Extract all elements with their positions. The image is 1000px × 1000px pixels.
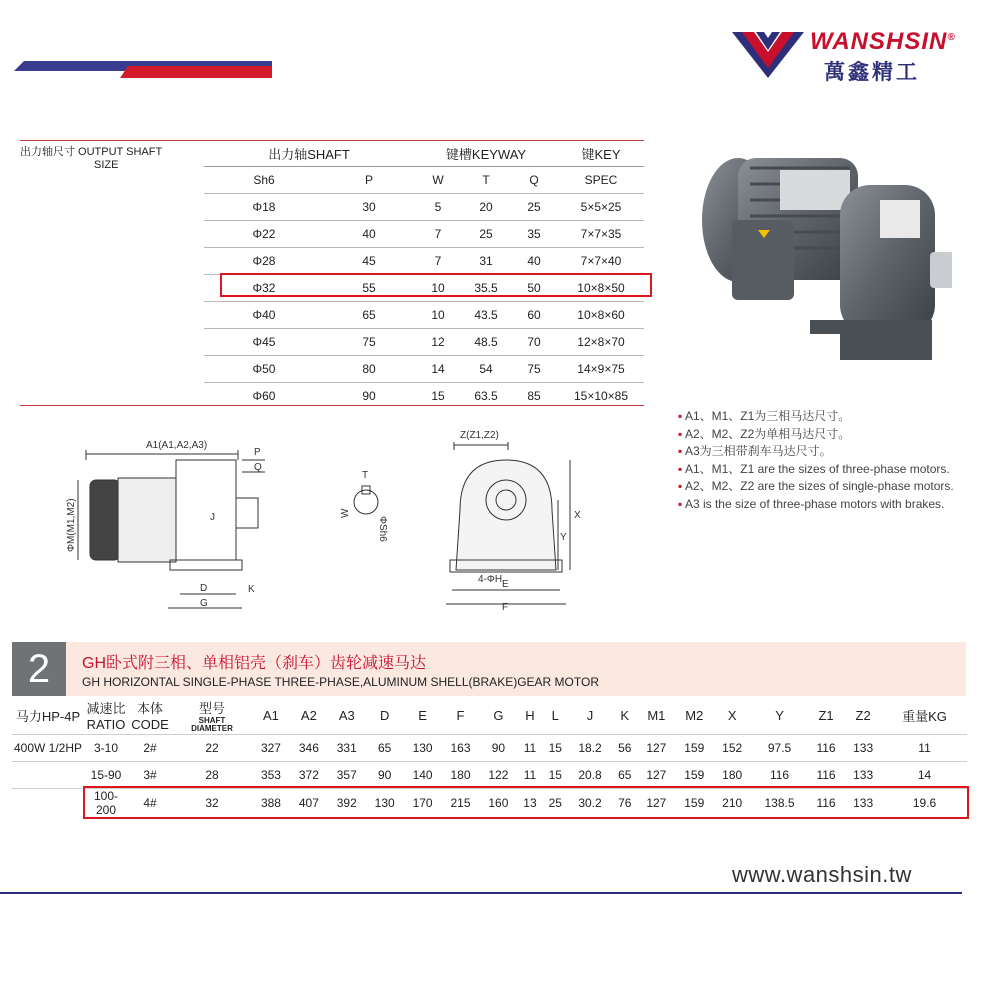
motor-cell-dim: 133 [853,741,874,755]
motor-cell-ratio: 100-200 [93,789,119,817]
motor-cell-dim: 11 [523,741,537,755]
highlight-frame-100-200 [83,786,969,819]
motor-cell-dim: 116 [816,741,836,755]
motor-cell-dim: 130 [374,796,395,810]
svg-text:F: F [502,602,509,613]
shaft-cell: 12×8×70 [577,335,625,349]
shaft-cell: Φ18 [252,200,276,214]
head-ratio: 减速比 RATIO [86,701,126,732]
group-keyway: 键槽KEYWAY [445,146,527,162]
shaft-cell: 75 [527,362,541,376]
motor-cell-dim: 331 [336,741,357,755]
motor-cell-dim: 392 [336,796,357,810]
shaft-cell: 80 [362,362,376,376]
shaft-cell: 10 [431,308,445,322]
motor-cell-dim: 127 [646,796,667,810]
label-a: A1(A1,A2,A3) [146,440,208,451]
col-t: T [462,167,510,194]
motor-cell-dim: 76 [618,796,632,810]
website-url: www.wanshsin.tw [732,862,912,887]
shaft-row [204,356,644,383]
motor-cell-dim: 180 [722,768,743,782]
shaft-cell: Φ60 [252,389,276,403]
motor-cell-dim: 127 [646,741,667,755]
svg-text:P: P [254,447,261,458]
motor-row [12,762,967,789]
svg-text:J: J [210,512,215,523]
shaft-row [204,302,644,329]
note-1: ▪ A1、M1、Z1为三相马达尺寸。 [678,408,954,426]
section-title-en: GH HORIZONTAL SINGLE-PHASE THREE-PHASE,ALUMINUM SHELL(BRAKE)GEAR MOTOR [82,675,599,689]
motor-cell-code: 3# [143,768,157,782]
brand-name: WANSHSIN® [810,28,956,55]
motor-cell-dim: 65 [377,741,392,755]
head-hp: 马力HP-4P [15,708,81,724]
shaft-cell: 63.5 [474,389,498,403]
shaft-cell: 40 [527,254,541,268]
motor-cell-weight: 19.6 [912,796,937,810]
motor-cell-dim: 97.5 [767,741,792,755]
shaft-cell: 30 [362,200,376,214]
shaft-row [204,221,644,248]
head-dim: M1 [647,707,666,723]
motor-cell-dim: 152 [722,741,743,755]
motor-cell-dim: 163 [450,741,471,755]
motor-cell-dim: 11 [523,768,537,782]
head-dim: K [620,707,630,723]
shaft-row [204,329,644,356]
motor-cell-dim: 140 [412,768,433,782]
shaft-cell: Φ50 [252,362,276,376]
motor-cell-dim: 346 [298,741,319,755]
shaft-cell: 50 [527,281,541,295]
motor-cell-shaft: 22 [205,741,219,755]
dimension-drawings [50,420,650,620]
highlight-frame-phi32 [220,273,652,297]
shaft-cell: 14×9×75 [577,362,625,376]
shaft-cell: 45 [362,254,376,268]
col-q: Q [510,167,558,194]
motor-cell-dim: 20.8 [578,768,602,782]
motor-cell-dim: 56 [618,741,632,755]
footer-rule [0,892,962,894]
motor-cell-dim: 160 [488,796,509,810]
shaft-cell: 40 [362,227,376,241]
motor-cell-dim: 180 [450,768,471,782]
shaft-cell: 7 [434,254,442,268]
shaft-cell: Φ45 [252,335,276,349]
head-dim: M2 [685,707,704,723]
motor-cell-dim: 170 [412,796,433,810]
head-dim: H [525,707,535,723]
svg-text:Q: Q [254,462,262,473]
note-2: ▪ A2、M2、Z2为单相马达尺寸。 [678,426,954,444]
key-section-drawing [340,470,388,542]
group-key: 键KEY [581,146,621,162]
shaft-cell: 5×5×25 [580,200,622,214]
motor-cell-hp [12,762,84,789]
svg-text:D: D [200,583,208,594]
motor-cell-dim: 159 [684,796,705,810]
col-spec: SPEC [558,167,644,194]
svg-text:Z(Z1,Z2): Z(Z1,Z2) [460,430,499,441]
header-stripe-red [120,66,272,78]
shaft-cell: 12 [431,335,445,349]
head-dim: G [493,707,504,723]
head-dim: X [727,707,737,723]
motor-cell-dim: 133 [853,768,874,782]
shaft-cell: 90 [362,389,376,403]
motor-cell-shaft: 32 [205,796,219,810]
motor-cell-dim: 116 [816,768,836,782]
front-view-drawing [446,430,581,613]
shaft-cell: 35 [527,227,541,241]
shaft-cell: 43.5 [474,308,498,322]
head-dim: Y [775,707,784,723]
motor-cell-dim: 127 [646,768,667,782]
motor-cell-dim: 18.2 [578,741,602,755]
head-code: 本体 CODE [131,701,169,732]
head-dim: D [379,707,390,723]
shaft-cell: 35.5 [474,281,498,295]
col-p: P [324,167,414,194]
shaft-cell: 10×8×60 [577,308,625,322]
motor-cell-dim: 90 [491,741,506,755]
head-model: 型号 SHAFT DIAMETER [191,700,233,733]
motor-cell-dim: 133 [853,796,874,810]
note-5: ▪ A2、M2、Z2 are the sizes of single-phase motors. [678,478,954,496]
shaft-row [204,194,644,221]
motor-cell-dim: 25 [548,796,562,810]
motor-cell-code: 4# [143,796,157,810]
note-6: ▪ A3 is the size of three-phase motors with brakes. [678,496,954,514]
shaft-cell: 10 [431,281,445,295]
shaft-row [204,248,644,275]
note-3: ▪ A3为三相带刹车马达尺寸。 [678,443,954,461]
shaft-cell: Φ22 [252,227,276,241]
motor-cell-dim: 372 [298,768,319,782]
shaft-cell: 15 [431,389,445,403]
motor-notes [678,408,954,513]
motor-cell-dim: 353 [260,768,281,782]
motor-cell-dim: 388 [260,796,281,810]
col-w: W [414,167,462,194]
motor-cell-weight: 11 [918,741,931,755]
shaft-cell: 75 [362,335,376,349]
motor-cell-dim: 122 [488,768,509,782]
shaft-cell: 85 [527,389,541,403]
svg-text:G: G [200,598,208,609]
shaft-cell: 7×7×35 [580,227,622,241]
wanshsin-logo-icon [730,28,806,80]
shaft-cell: 7×7×40 [580,254,622,268]
motor-cell-dim: 30.2 [578,796,602,810]
svg-text:E: E [502,579,509,590]
motor-cell-dim: 13 [523,796,537,810]
shaft-cell: 54 [479,362,493,376]
head-dim: L [551,707,559,723]
motor-cell-ratio: 3-10 [93,741,119,755]
svg-text:4-ΦH: 4-ΦH [478,574,503,585]
shaft-cell: 55 [362,281,376,295]
motor-cell-shaft: 28 [205,768,219,782]
group-shaft: 出力轴SHAFT [268,146,350,162]
motor-row [12,735,967,762]
shaft-cell: Φ40 [252,308,276,322]
motor-cell-dim: 210 [722,796,743,810]
note-4: ▪ A1、M1、Z1 are the sizes of three-phase motors. [678,461,954,479]
motor-cell-dim: 116 [816,796,836,810]
col-sh6: Sh6 [204,167,324,194]
motor-cell-dim: 138.5 [764,796,795,810]
motor-cell-dim: 65 [618,768,632,782]
shaft-cell: 65 [362,308,376,322]
motor-cell-ratio: 15-90 [90,768,122,782]
shaft-table-bottom-rule [20,405,644,406]
head-dim: A3 [338,707,355,723]
side-view-drawing [66,440,265,609]
svg-text:Y: Y [560,532,567,543]
motor-cell-dim: 130 [412,741,433,755]
svg-text:T: T [362,470,369,481]
head-dim: A2 [300,707,317,723]
head-dim: A1 [263,707,279,723]
head-dim: Z2 [855,707,871,723]
motor-cell-hp: 400W 1/2HP [13,741,83,755]
motor-cell-dim: 90 [377,768,392,782]
shaft-cell: 25 [479,227,493,241]
svg-text:ΦSh6: ΦSh6 [377,516,388,542]
svg-text:ΦM(M1,M2): ΦM(M1,M2) [66,498,77,552]
shaft-cell: 60 [527,308,541,322]
shaft-cell: 70 [527,335,541,349]
shaft-cell: 31 [479,254,493,268]
shaft-cell: 10×8×50 [577,281,625,295]
shaft-cell: 48.5 [474,335,498,349]
svg-text:X: X [574,510,581,521]
motor-cell-dim: 327 [260,741,281,755]
head-dim: Z1 [818,707,834,723]
motor-cell-hp [12,789,84,818]
motor-cell-dim: 215 [450,796,471,810]
head-dim: F [456,707,465,723]
motor-cell-dim: 159 [684,741,705,755]
brand-name-zh: 萬鑫精工 [824,61,920,84]
svg-text:W: W [340,508,351,518]
svg-text:K: K [248,584,255,595]
motor-cell-code: 2# [143,741,157,755]
head-dim: J [586,707,594,723]
shaft-cell: 25 [527,200,541,214]
shaft-cell: 7 [434,227,442,241]
shaft-cell: 15×10×85 [573,389,629,403]
motor-cell-dim: 159 [684,768,705,782]
shaft-cell: 20 [479,200,493,214]
motor-cell-weight: 14 [917,768,932,782]
head-weight: 重量KG [902,708,947,724]
motor-cell-dim: 15 [548,741,562,755]
shaft-caption: 出力轴尺寸 OUTPUT SHAFT SIZE [20,146,163,171]
head-dim: E [418,707,427,723]
shaft-cell: 5 [434,200,442,214]
shaft-cell: Φ32 [252,281,276,295]
motor-cell-dim: 15 [548,768,562,782]
shaft-cell: 14 [431,362,445,376]
motor-cell-dim: 407 [298,796,319,810]
shaft-cell: Φ28 [252,254,276,268]
section-number: 2 [12,642,66,696]
gear-motor-photo [690,140,952,402]
motor-cell-dim: 357 [336,768,357,782]
section-title-zh: GH卧式附三相、单相铝壳（刹车）齿轮减速马达 [82,655,427,672]
motor-cell-dim: 116 [769,768,790,782]
